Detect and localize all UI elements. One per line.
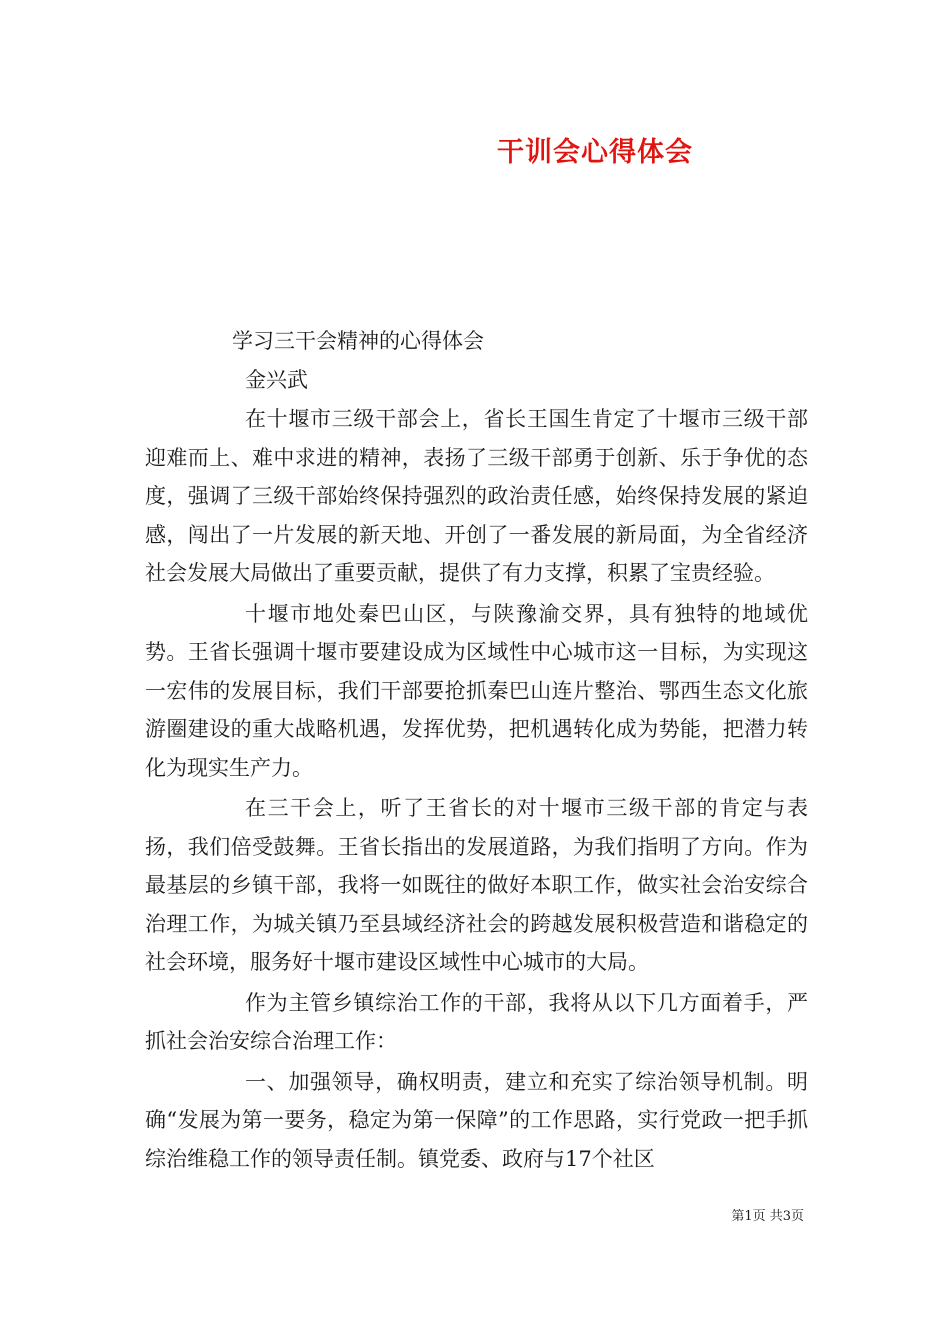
- document-author: 金兴武: [245, 368, 308, 392]
- paragraph-3: 在三干会上，听了王省长的对十堰市三级干部的肯定与表扬，我们倍受鼓舞。王省长指出的发展道路，为我们指明了方向。作为最基层的乡镇干部，我将一如既往的做好本职工作，做实社会治安综合治理工作，为城关镇乃至县域经济社会的跨越发展积极营造和谐稳定的社会环境，服务好十堰市建设区域性中心城市的大局。: [145, 796, 808, 974]
- document-title: 干训会心得体会: [497, 137, 693, 168]
- paragraph-4: 作为主管乡镇综治工作的干部，我将从以下几方面着手，严抓社会治安综合治理工作：: [145, 990, 808, 1053]
- page-footer: 第1页 共3页: [731, 1209, 804, 1224]
- document-body: [145, 400, 808, 1180]
- document-subtitle: 学习三干会精神的心得体会: [232, 329, 484, 353]
- paragraph-5: 一、加强领导，确权明责，建立和充实了综治领导机制。明确“发展为第一要务，稳定为第一保障”的工作思路，实行党政一把手抓综治维稳工作的领导责任制。镇党委、政府与17个社区: [145, 1069, 808, 1171]
- paragraph-2: 十堰市地处秦巴山区，与陕豫渝交界，具有独特的地域优势。王省长强调十堰市要建设成为区域性中心城市这一目标，为实现这一宏伟的发展目标，我们干部要抢抓秦巴山连片整治、鄂西生态文化旅游圈建设的重大战略机遇，发挥优势，把机遇转化成为势能，把潜力转化为现实生产力。: [145, 601, 808, 780]
- paragraph-1: 在十堰市三级干部会上，省长王国生肯定了十堰市三级干部迎难而上、难中求进的精神，表扬了三级干部勇于创新、乐于争优的态度，强调了三级干部始终保持强烈的政治责任感，始终保持发展的紧迫感，闯出了一片发展的新天地、开创了一番发展的新局面，为全省经济社会发展大局做出了重要贡献，提供了有力支撑，积累了宝贵经验。: [145, 407, 808, 585]
